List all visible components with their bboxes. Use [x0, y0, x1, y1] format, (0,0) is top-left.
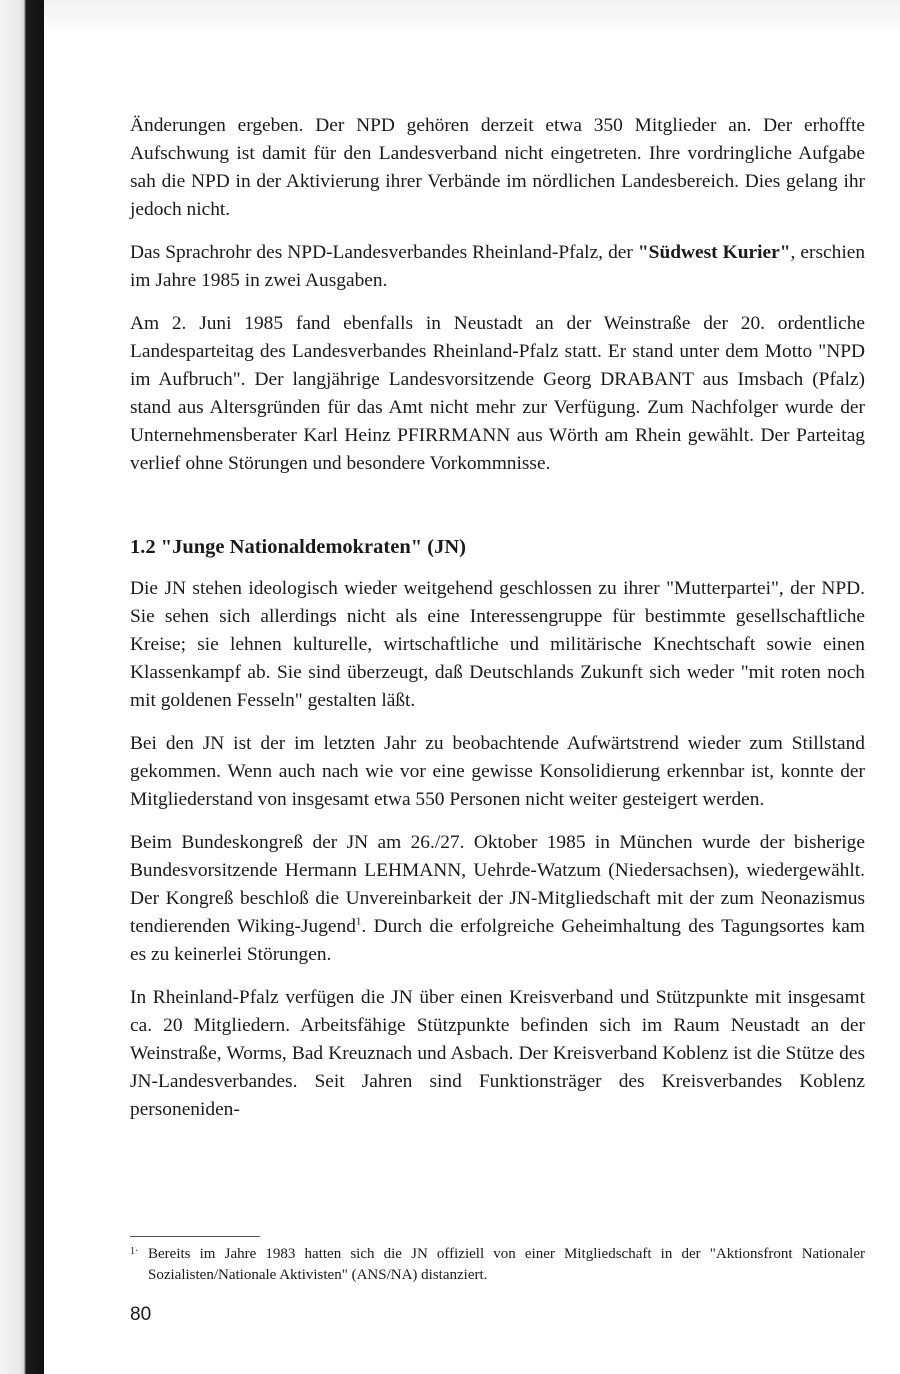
- paragraph: [130, 112, 865, 224]
- paragraph-text: , erschien im Jahre 1985 in zwei Ausgaben.: [130, 242, 866, 291]
- footnote-area: [130, 1236, 865, 1286]
- footnote-rule: [130, 1236, 260, 1237]
- section-paragraphs: [130, 575, 865, 1124]
- paragraph: [130, 984, 865, 1124]
- paragraph: [130, 239, 865, 295]
- paragraph-text: Bei den JN ist der im letzten Jahr zu beobachtende Aufwärtstrend wieder zum Stillstand gekommen. Wenn auch nach wie vor eine gewisse Konsolidierung erkennbar ist, konnte der Mitgliederstand von insgesamt etwa 550 Personen nicht weiter gesteigert werden.: [130, 733, 865, 810]
- paragraph: [130, 730, 865, 814]
- paragraph-text: Änderungen ergeben. Der NPD gehören derzeit etwa 350 Mitglieder an. Der erhoffte Aufschwung ist damit für den Landesverband nicht eingetreten. Ihre vordringliche Aufgabe sah die NPD in der Aktivierung ihrer Verbände im nördlichen Landesbereich. Dies gelang ihr jedoch nicht.: [130, 115, 865, 220]
- footnote: [130, 1244, 865, 1286]
- page-number: 80: [130, 1304, 152, 1325]
- scan-binding-edge: [0, 0, 44, 1374]
- paragraph-text: . Durch die erfolgreiche Geheimhaltung des Tagungsortes kam es zu keinerlei Störungen.: [130, 916, 865, 965]
- page-body: [130, 112, 865, 1139]
- paragraph-text: Am 2. Juni 1985 fand ebenfalls in Neustadt an der Weinstraße der 20. ordentliche Landesparteitag des Landesverbandes Rheinland-Pfalz statt. Er stand unter dem Motto "NPD im Aufbruch". Der langjährige Landesvorsitzende Georg DRABANT aus Imsbach (Pfalz) stand aus Altersgründen für das Amt nicht mehr zur Verfügung. Zum Nachfolger wurde der Unternehmensberater Karl Heinz PFIRRMANN aus Wörth am Rhein gewählt. Der Parteitag verlief ohne Störungen und besondere Vorkommnisse.: [130, 313, 865, 474]
- footnote-reference: 1: [355, 915, 362, 928]
- paragraph-text: Das Sprachrohr des NPD-Landesverbandes Rheinland-Pfalz, der: [130, 242, 638, 263]
- paragraph: [130, 575, 865, 715]
- paragraph-text: In Rheinland-Pfalz verfügen die JN über einen Kreisverband und Stützpunkte mit insgesamt ca. 20 Mitgliedern. Arbeitsfähige Stützpunkte befinden sich im Raum Neustadt an der Weinstraße, Worms, Bad Kreuznach und Asbach. Der Kreisverband Koblenz ist die Stütze des JN-Landesverbandes. Seit Jahren sind Funktionsträger des Kreisverbandes Koblenz personeniden-: [130, 987, 865, 1120]
- footnote-text: Bereits im Jahre 1983 hatten sich die JN offiziell von einer Mitgliedschaft in der "Aktionsfront Nationaler Sozialisten/Nationale Aktivisten" (ANS/NA) distanziert.: [148, 1246, 865, 1283]
- top-paragraphs: [130, 112, 865, 478]
- section-gap: [130, 493, 865, 533]
- bold-title: "Südwest Kurier": [637, 242, 791, 263]
- paragraph-text: Die JN stehen ideologisch wieder weitgehend geschlossen zu ihrer "Mutterpartei", der NPD. Sie sehen sich allerdings nicht als eine Interessengruppe für bestimmte gesellschaftliche Kreise; sie lehnen kulturelle, wirtschaftliche und militärische Knechtschaft sowie einen Klassenkampf ab. Sie sind überzeugt, daß Deutschlands Zukunft sich weder "mit roten noch mit goldenen Fesseln" gestalten läßt.: [130, 578, 865, 711]
- paragraph: [130, 310, 865, 478]
- section-heading: 1.2 "Junge Nationaldemokraten" (JN): [130, 536, 466, 558]
- paragraph-text: Beim Bundeskongreß der JN am 26./27. Oktober 1985 in München wurde der bisherige Bundesvorsitzende Hermann LEHMANN, Uehrde-Watzum (Niedersachsen), wiedergewählt. Der Kongreß beschloß die Unvereinbarkeit der JN-Mitgliedschaft mit der zum Neonazismus tendierenden Wiking-Jugend: [130, 832, 865, 937]
- scan-top-shadow: [44, 0, 900, 34]
- paragraph: [130, 829, 865, 969]
- footnote-marker: 1·: [130, 1246, 139, 1257]
